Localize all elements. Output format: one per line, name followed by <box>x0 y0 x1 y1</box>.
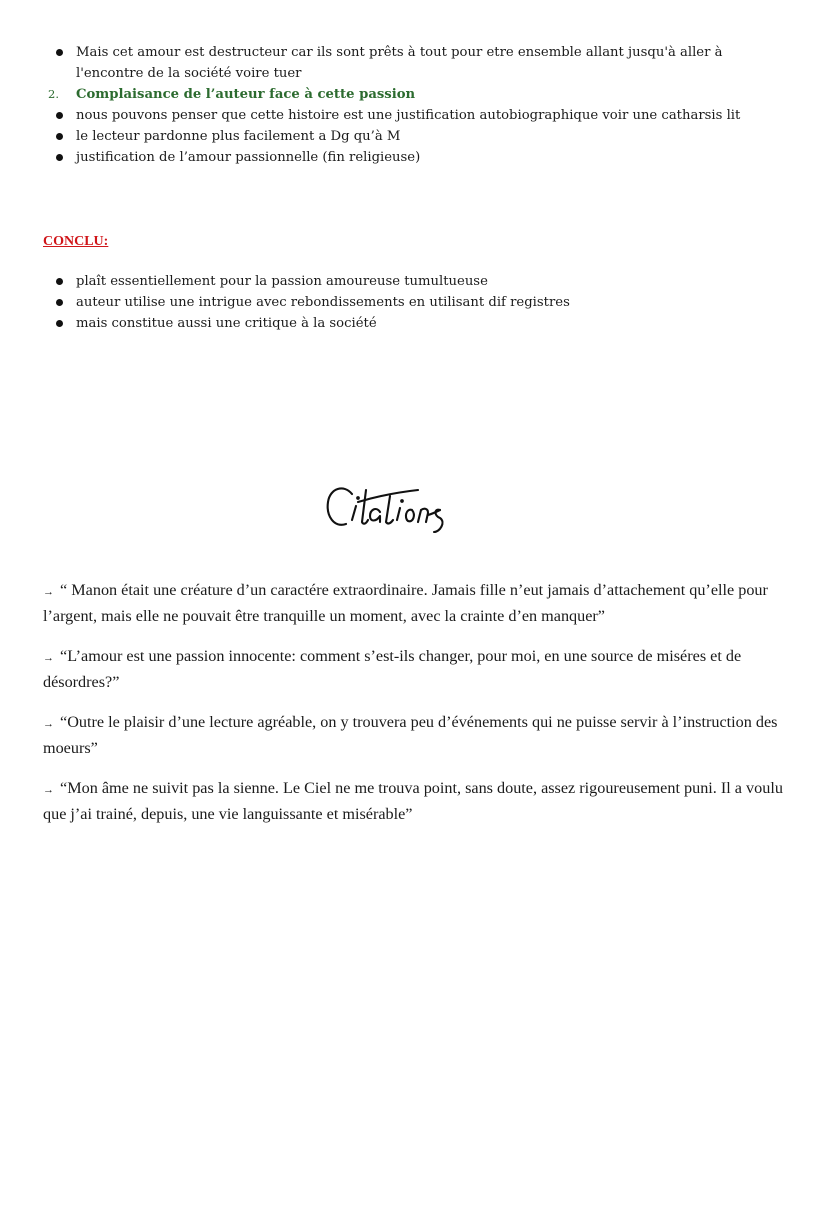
bullet-icon <box>56 154 63 161</box>
bullet-icon <box>56 320 63 327</box>
bullet-icon <box>56 299 63 306</box>
arrow-right-icon: → <box>43 652 54 664</box>
quote-text: “Mon âme ne suivit pas la sienne. Le Ciel ne me trouva point, sans doute, assez rigoureusement puni. Il a voulu que j’ai trainé, depuis, une vie languissante et misérable” <box>43 779 783 823</box>
citations-heading <box>300 470 500 550</box>
bullet-icon <box>56 49 63 56</box>
list-number: 2. <box>48 87 59 101</box>
quote-text: “L’amour est une passion innocente: comment s’est-ils changer, pour moi, en une source de miséres et de désordres?” <box>43 647 742 691</box>
arrow-right-icon: → <box>43 784 54 796</box>
list-item <box>52 147 792 168</box>
list-item-text: mais constitue aussi une critique à la société <box>76 316 377 331</box>
argument-list <box>48 42 792 168</box>
list-item <box>52 42 792 84</box>
list-item <box>52 292 792 313</box>
bullet-icon <box>56 112 63 119</box>
list-item-text: le lecteur pardonne plus facilement a Dg qu’à M <box>76 129 401 144</box>
list-item <box>52 313 792 334</box>
conclusion-heading: CONCLU: <box>43 234 109 249</box>
arrow-right-icon: → <box>43 718 54 730</box>
subsection-title: Complaisance de l’auteur face à cette passion <box>76 87 416 102</box>
quote-text: “ Manon était une créature d’un caractére extraordinaire. Jamais fille n’eut jamais d’attachement qu’elle pour l’argent, mais elle ne pouvait être tranquille un moment, avec la crainte d’en manquer” <box>43 581 768 625</box>
list-item-text: Mais cet amour est destructeur car ils sont prêts à tout pour etre ensemble allant jusqu'à aller à l'encontre de la société voire tuer <box>76 45 723 81</box>
list-item <box>52 126 792 147</box>
list-item-text: auteur utilise une intrigue avec rebondissements en utilisant dif registres <box>76 295 570 310</box>
list-item-text: nous pouvons penser que cette histoire est une justification autobiographique voir une catharsis lit <box>76 108 741 123</box>
list-item-numbered <box>48 84 792 105</box>
citations-list <box>43 578 783 842</box>
arrow-right-icon: → <box>43 586 54 598</box>
citation-quote <box>43 578 783 628</box>
conclusion-list <box>52 271 792 334</box>
list-item <box>52 105 792 126</box>
bullet-icon <box>56 133 63 140</box>
citation-quote <box>43 776 783 826</box>
list-item-text: plaît essentiellement pour la passion amoureuse tumultueuse <box>76 274 488 289</box>
citation-quote <box>43 710 783 760</box>
citation-quote <box>43 644 783 694</box>
list-item <box>52 271 792 292</box>
quote-text: “Outre le plaisir d’une lecture agréable, on y trouvera peu d’événements qui ne puisse servir à l’instruction des moeurs” <box>43 713 778 757</box>
bullet-icon <box>56 278 63 285</box>
list-item-text: justification de l’amour passionnelle (fin religieuse) <box>76 150 421 165</box>
